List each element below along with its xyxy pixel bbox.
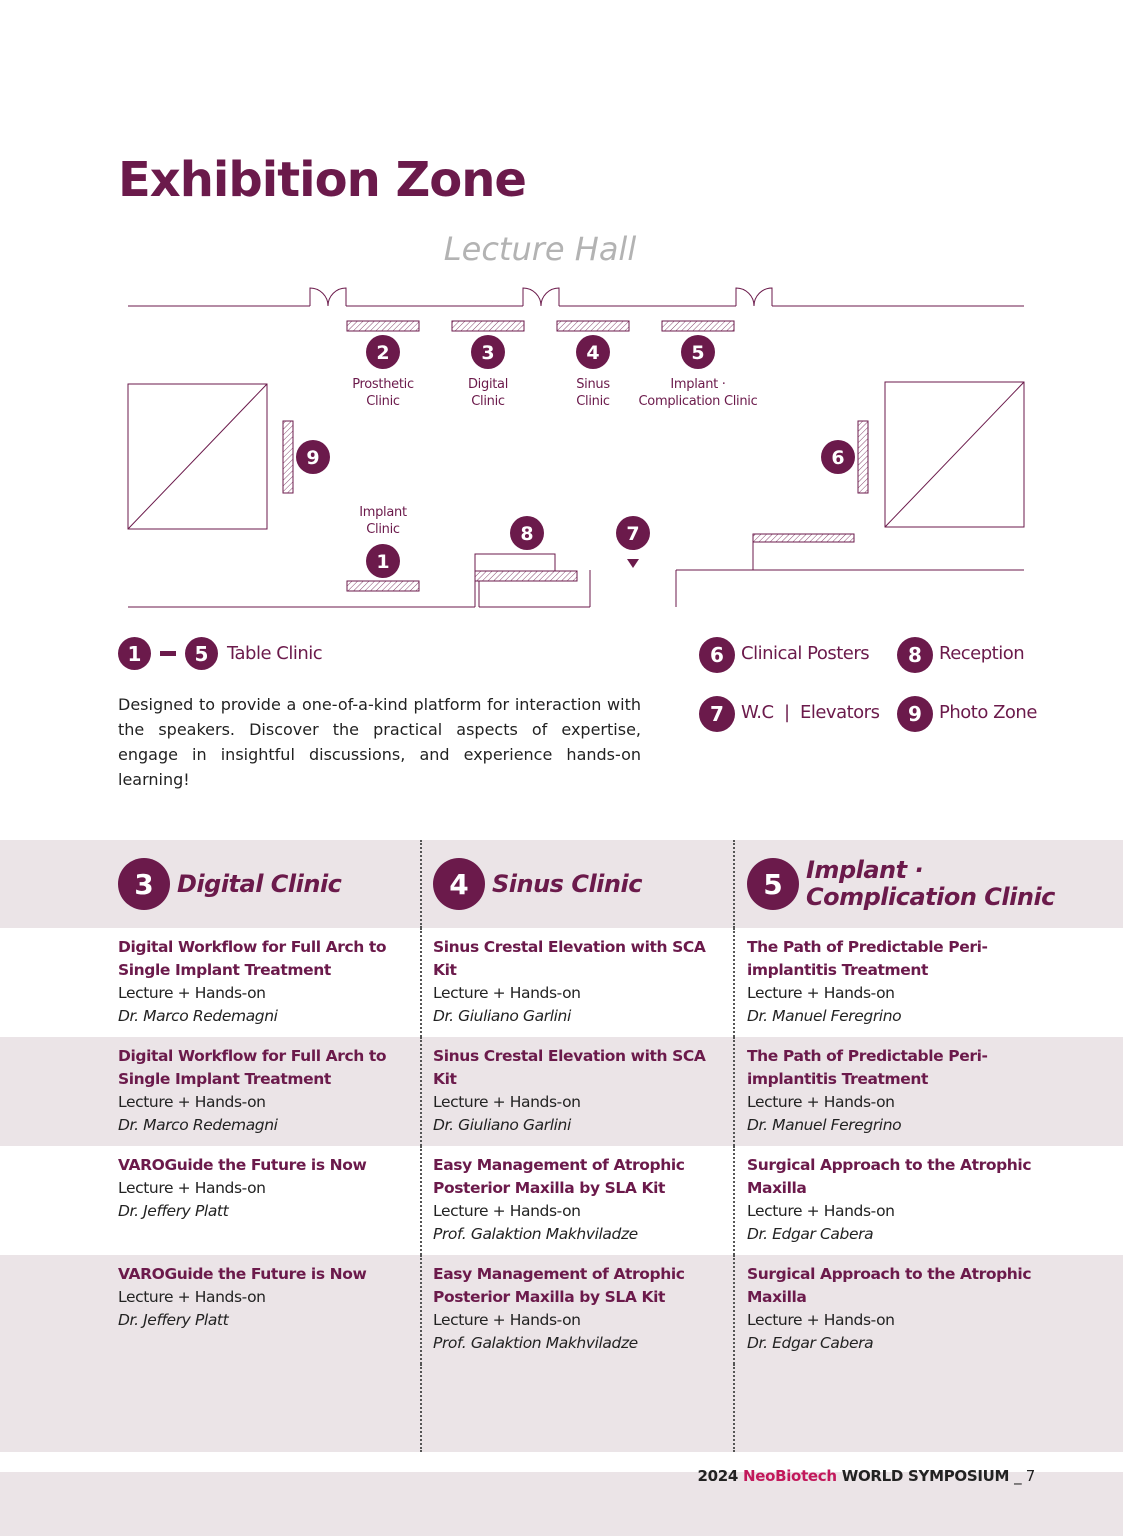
booth-label-3: Digital: [467, 377, 509, 392]
session-cell: [433, 928, 727, 1028]
session-title: Easy Management of Atrophic Posterior Maxilla by SLA Kit: [433, 1156, 685, 1197]
schedule-row: [0, 1146, 1123, 1255]
session-title: The Path of Predictable Peri-implantitis Treatment: [747, 938, 988, 979]
svg-text:5: 5: [691, 342, 705, 364]
booth-badge-7: [616, 516, 650, 550]
booth-label-5b: Complication Clinic: [638, 394, 758, 409]
session-format: Lecture + Hands-on: [433, 1202, 581, 1220]
floor-plan: [0, 220, 1123, 620]
session-title: The Path of Predictable Peri-implantitis Treatment: [747, 1047, 988, 1088]
legend-badge: 9: [897, 696, 933, 732]
session-format: Lecture + Hands-on: [433, 1093, 581, 1111]
svg-text:6: 6: [831, 447, 845, 469]
panel-9: [283, 421, 293, 493]
session-speaker: Dr. Marco Redemagni: [118, 1007, 278, 1025]
page-number: _ 7: [1014, 1467, 1035, 1485]
legend-badge-end: 5: [185, 637, 218, 670]
session-format: Lecture + Hands-on: [118, 1179, 266, 1197]
table-2: [347, 321, 419, 331]
session-format: Lecture + Hands-on: [118, 1093, 266, 1111]
zone-description: Designed to provide a one-of-a-kind platform for interaction with the speakers. Discover the practical aspects of expertise, engage in insightful discussions, and experience hands-on learning!: [118, 695, 641, 789]
legend-item-reception: [897, 637, 1095, 696]
session-title: Surgical Approach to the Atrophic Maxilla: [747, 1156, 1032, 1197]
reception-desk: [475, 571, 577, 581]
booth-label-5: Implant ·: [670, 377, 726, 392]
schedule-header: [0, 840, 1123, 928]
session-cell: [118, 1255, 414, 1332]
table-5: [662, 321, 734, 331]
session-title: Easy Management of Atrophic Posterior Maxilla by SLA Kit: [433, 1265, 685, 1306]
session-format: Lecture + Hands-on: [747, 1311, 895, 1329]
session-title: Sinus Crestal Elevation with SCA Kit: [433, 938, 706, 979]
svg-text:8: 8: [520, 523, 534, 545]
footer-year: 2024: [697, 1467, 739, 1485]
wc-panel: [753, 534, 854, 542]
session-cell: [433, 1146, 727, 1246]
booth-badge-5: [681, 335, 715, 369]
clinic-schedule: [0, 840, 1123, 1452]
session-cell: [118, 1037, 414, 1137]
schedule-row: [0, 1255, 1123, 1364]
column-badge: 4: [433, 858, 485, 910]
session-cell: [747, 1146, 1033, 1246]
booth-badge-4: [576, 335, 610, 369]
session-format: Lecture + Hands-on: [747, 1093, 895, 1111]
zone-legend: [699, 637, 1095, 755]
session-cell: [433, 1255, 727, 1355]
session-cell: [747, 1255, 1033, 1355]
session-speaker: Dr. Manuel Feregrino: [747, 1007, 902, 1025]
column-badge: 5: [747, 858, 799, 910]
session-title: Digital Workflow for Full Arch to Single Implant Treatment: [118, 1047, 387, 1088]
column-title-implant-complication-clinic: Implant · Complication Clinic: [806, 856, 1055, 911]
table-clinic-legend: [118, 637, 322, 670]
session-speaker: Dr. Marco Redemagni: [118, 1116, 278, 1134]
schedule-tail: [0, 1364, 1123, 1452]
session-format: Lecture + Hands-on: [433, 1311, 581, 1329]
session-format: Lecture + Hands-on: [747, 984, 895, 1002]
page-footer: [697, 1467, 1035, 1485]
session-speaker: Dr. Jeffery Platt: [118, 1311, 229, 1329]
down-arrow-icon: [627, 559, 639, 568]
svg-text:1: 1: [376, 551, 390, 573]
session-speaker: Dr. Edgar Cabera: [747, 1334, 874, 1352]
svg-text:4: 4: [586, 342, 600, 364]
session-format: Lecture + Hands-on: [118, 984, 266, 1002]
booth-label-3b: Clinic: [471, 394, 505, 409]
table-1: [347, 581, 419, 591]
table-3: [452, 321, 524, 331]
session-speaker: Dr. Giuliano Garlini: [433, 1116, 571, 1134]
session-format: Lecture + Hands-on: [747, 1202, 895, 1220]
svg-text:2: 2: [376, 342, 390, 364]
booth-badge-2: [366, 335, 400, 369]
legend-label: Reception: [939, 643, 1025, 664]
legend-label: Clinical Posters: [741, 643, 870, 664]
session-speaker: Dr. Manuel Feregrino: [747, 1116, 902, 1134]
session-title: Surgical Approach to the Atrophic Maxilla: [747, 1265, 1032, 1306]
legend-item-photo-zone: [897, 696, 1095, 755]
session-speaker: Prof. Galaktion Makhviladze: [433, 1334, 638, 1352]
legend-badge: 6: [699, 637, 735, 673]
booth-label-2b: Clinic: [366, 394, 400, 409]
legend-badge: 8: [897, 637, 933, 673]
session-cell: [118, 1146, 414, 1223]
footer-brand: NeoBiotech: [742, 1467, 837, 1485]
schedule-row: [0, 1037, 1123, 1146]
svg-text:9: 9: [306, 447, 320, 469]
session-title: Digital Workflow for Full Arch to Single Implant Treatment: [118, 938, 387, 979]
column-badge: 3: [118, 858, 170, 910]
booth-label-4: Sinus: [576, 377, 610, 392]
svg-text:7: 7: [626, 523, 640, 545]
table-4: [557, 321, 629, 331]
lecture-hall-label: Lecture Hall: [443, 230, 637, 268]
session-title: VAROGuide the Future is Now: [118, 1265, 367, 1283]
top-wall: [128, 288, 1024, 306]
booth-badge-9: [296, 440, 330, 474]
session-title: VAROGuide the Future is Now: [118, 1156, 367, 1174]
legend-label: Photo Zone: [939, 702, 1037, 723]
session-format: Lecture + Hands-on: [433, 984, 581, 1002]
session-speaker: Prof. Galaktion Makhviladze: [433, 1225, 638, 1243]
schedule-row: [0, 928, 1123, 1037]
booth-badge-8: [510, 516, 544, 550]
session-cell: [118, 928, 414, 1028]
range-dash: [160, 651, 176, 656]
session-title: Sinus Crestal Elevation with SCA Kit: [433, 1047, 706, 1088]
session-speaker: Dr. Edgar Cabera: [747, 1225, 874, 1243]
session-cell: [747, 1037, 1033, 1137]
legend-label: W.C | Elevators: [741, 702, 880, 723]
column-title-digital-clinic: Digital Clinic: [177, 869, 342, 898]
column-title-sinus-clinic: Sinus Clinic: [492, 869, 642, 898]
booth-badge-3: [471, 335, 505, 369]
session-speaker: Dr. Giuliano Garlini: [433, 1007, 571, 1025]
legend-item-wc-elevators: [699, 696, 897, 755]
legend-badge: 7: [699, 696, 735, 732]
booth-badge-1: [366, 544, 400, 578]
session-cell: [433, 1037, 727, 1137]
session-format: Lecture + Hands-on: [118, 1288, 266, 1306]
booth-label-1b: Clinic: [366, 522, 400, 537]
footer-event: WORLD SYMPOSIUM: [841, 1467, 1010, 1485]
booth-badge-6: [821, 440, 855, 474]
table-clinic-label: Table Clinic: [227, 643, 323, 664]
legend-badge-start: 1: [118, 637, 151, 670]
session-speaker: Dr. Jeffery Platt: [118, 1202, 229, 1220]
panel-6: [858, 421, 868, 493]
booth-label-1: Implant: [359, 505, 407, 520]
booth-label-2: Prosthetic: [352, 377, 414, 392]
svg-text:3: 3: [481, 342, 495, 364]
page-title: Exhibition Zone: [118, 152, 526, 208]
legend-item-clinical-posters: [699, 637, 897, 696]
booth-label-4b: Clinic: [576, 394, 610, 409]
session-cell: [747, 928, 1033, 1028]
